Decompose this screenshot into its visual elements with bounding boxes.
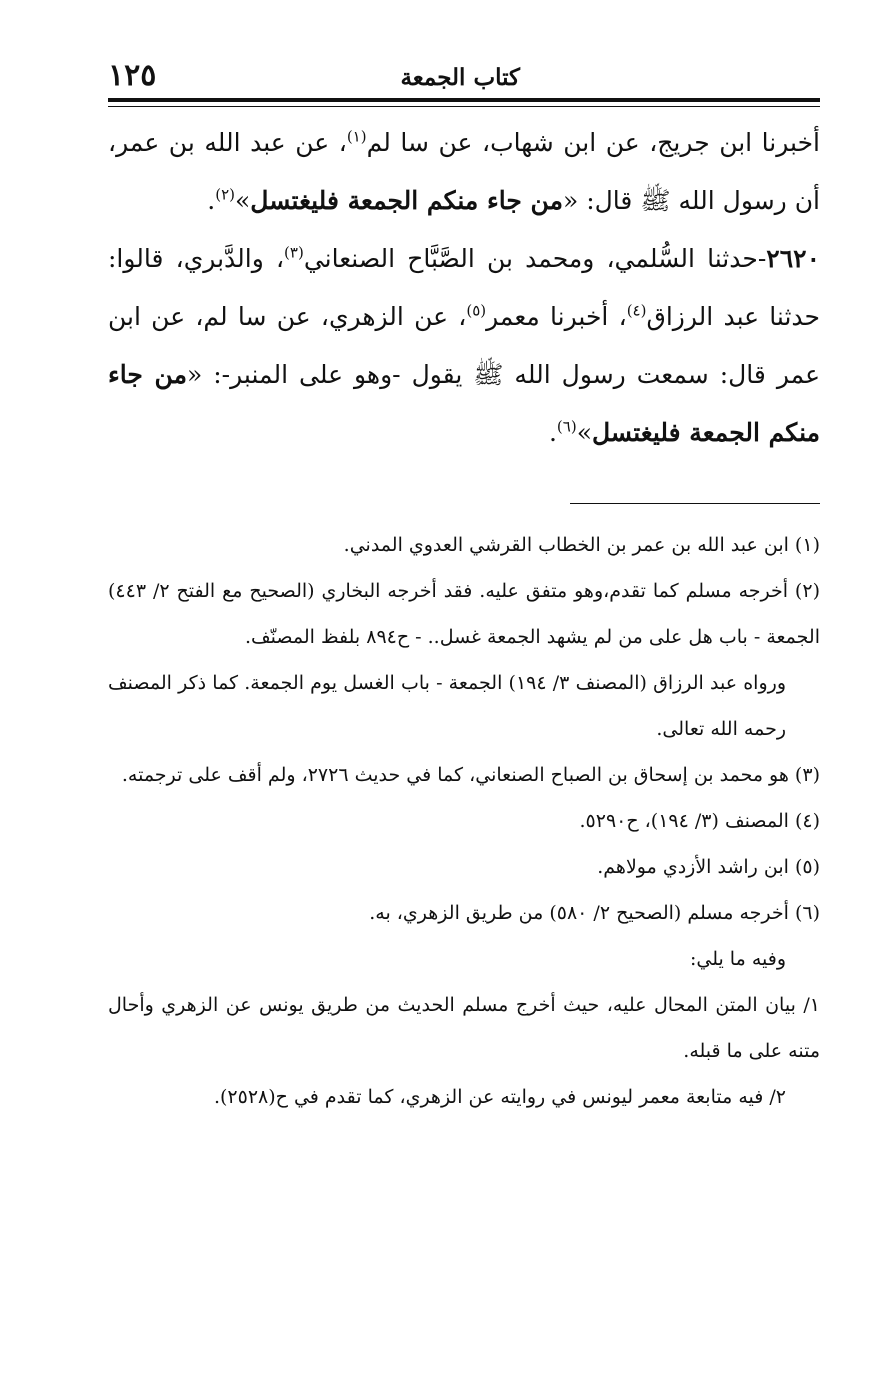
- footnote-ref-3: (٣): [284, 243, 304, 262]
- footnote-4: (٤) المصنف (٣/ ١٩٤)، ح٥٢٩٠.: [579, 810, 820, 832]
- footnote-3: (٣) هو محمد بن إسحاق بن الصباح الصنعاني، كما في حديث ٢٧٢٦، ولم أقف على ترجمته.: [121, 764, 820, 786]
- footnote-6-point-1: ١/ بيان المتن المحال عليه، حيث أخرج مسلم الحديث من طريق يونس عن الزهري وأحال متنه على ما قبله.: [108, 994, 820, 1062]
- hadith-number: ٢٦٢٠: [766, 244, 820, 273]
- paragraph-1: [108, 114, 820, 230]
- footnote-5: (٥) ابن راشد الأزدي مولاهم.: [597, 856, 820, 878]
- text-run: ، أخبرنا معمر: [486, 302, 627, 331]
- hadith-text-bold: من جاء منكم الجمعة فليغتسل: [108, 360, 820, 447]
- main-text: [108, 114, 820, 462]
- footnote-1: (١) ابن عبد الله بن عمر بن الخطاب القرشي العدوي المدني.: [343, 534, 820, 556]
- footnote-ref-4: (٤): [626, 301, 647, 320]
- footnote-6-intro: وفيه ما يلي:: [689, 948, 786, 970]
- paragraph-2: [108, 230, 820, 462]
- text-run: -حدثنا السُّلمي، ومحمد بن الصَّبَّاح الصنعاني: [303, 244, 767, 273]
- page-number: ١٢٥: [108, 58, 157, 93]
- text-run: .: [548, 418, 557, 447]
- text-run: أخبرنا ابن جريج، عن ابن شهاب، عن سا لم: [366, 128, 820, 157]
- text-run: »: [576, 418, 592, 447]
- footnotes: [108, 522, 820, 1120]
- text-run: ، عن الزهري، عن سا لم، عن ابن عمر قال: سمعت رسول الله ﷺ يقول -وهو على المنبر-: «: [108, 302, 821, 389]
- footnote-6-point-2: ٢/ فيه متابعة معمر ليونس في روايته عن الزهري، كما تقدم في ح(٢٥٢٨).: [213, 1086, 786, 1108]
- footnote-ref-6: (٦): [556, 417, 577, 436]
- text-run: ، والدَّبري، قالوا: حدثنا عبد الرزاق: [108, 244, 820, 331]
- footnote-separator: [570, 503, 820, 504]
- header-rule-thick: [108, 98, 820, 102]
- footnote-2-continuation: ورواه عبد الرزاق (المصنف ٣/ ١٩٤) الجمعة - باب الغسل يوم الجمعة. كما ذكر المصنف رحمه الله تعالى.: [108, 672, 786, 740]
- footnote-ref-2: (٢): [215, 185, 235, 204]
- footnote-2: (٢) أخرجه مسلم كما تقدم،وهو متفق عليه. فقد أخرجه البخاري (الصحيح مع الفتح ٢/ ٤٤٣) الجمعة - باب هل على من لم يشهد الجمعة غسل.. - ح٨٩٤ بلفظ المصنّف.: [108, 580, 820, 648]
- text-run: .: [207, 186, 216, 215]
- hadith-text-bold: من جاء منكم الجمعة فليغتسل: [250, 186, 563, 215]
- text-run: »: [235, 186, 251, 215]
- book-title: كتاب الجمعة: [400, 64, 520, 91]
- text-run: ، عن عبد الله بن عمر، أن رسول الله ﷺ قال: «: [108, 128, 820, 215]
- footnote-ref-1: (١): [346, 127, 367, 146]
- header-rule-thin: [108, 106, 820, 107]
- page-header: [108, 58, 820, 94]
- footnote-6: (٦) أخرجه مسلم (الصحيح ٢/ ٥٨٠) من طريق الزهري، به.: [369, 902, 820, 924]
- footnote-ref-5: (٥): [466, 301, 487, 320]
